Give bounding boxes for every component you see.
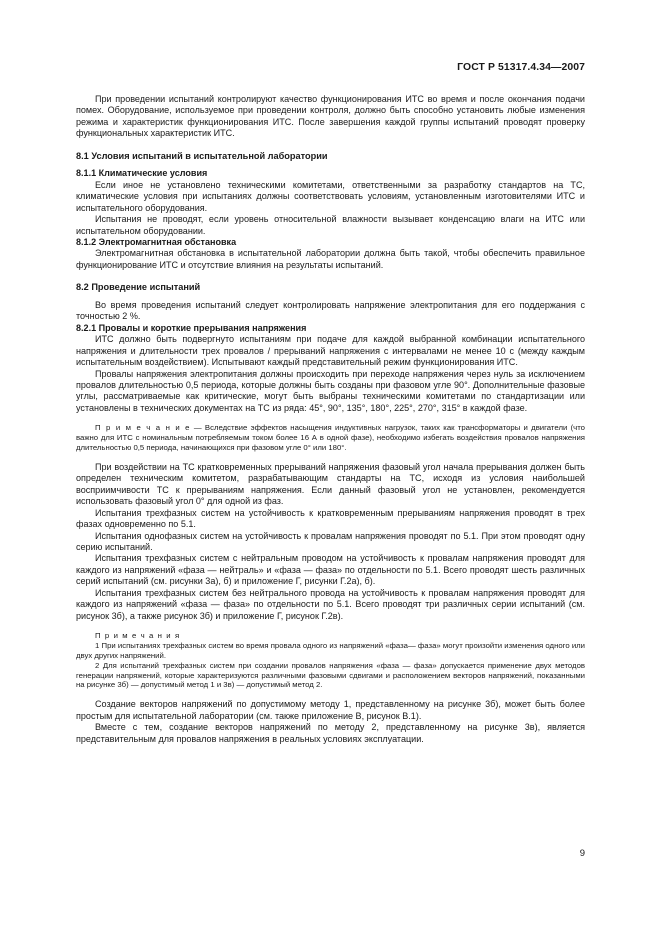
section-8-2-1-paragraph-2: Провалы напряжения электропитания должны происходить при переходе напряжения через нуль за исключением провалов длительностью 0,5 периода, которые должны быть созданы при фазовом угле 90°. Дополнительные фазовые углы, рассматриваемые как критические, могут быть выбраны техническими комитетами по стандартизации или установлены в технических документах на ТС из ряда: 45°, 90°, 135°, 180°, 225°, 270°, 315° в каждой фазе.	[76, 368, 585, 413]
note-block-1	[76, 423, 585, 453]
section-8-2-paragraph-1: Во время проведения испытаний следует контролировать напряжение электропитания для его поддержания с точностью 2 %.	[76, 299, 585, 322]
section-8-1-1-title: 8.1.1 Климатические условия	[76, 168, 208, 179]
note-1-label: П р и м е ч а н и е	[95, 423, 191, 433]
section-8-1-1-paragraph-1: Если иное не установлено техническими комитетами, ответственными за разработку стандартов на ТС, климатические условия при испытаниях должны соответствовать условиям, установленным изготовителями ИТС и испытательного оборудования.	[76, 179, 585, 213]
notes-label: П р и м е ч а н и я	[95, 631, 181, 641]
note-1-text: — Вследствие эффектов насыщения индуктивных нагрузок, таких как трансформаторы и двигатели (что важно для ИТС с номинальным потребляемым током более 16 А в одной фазе), необходимо избегать воздействия провалов напряжения длительностью 0,5 периода, начинающихся при фазовом угле 0° или 180°.	[76, 423, 585, 453]
section-8-1-1-paragraph-2: Испытания не проводят, если уровень относительной влажности вызывает конденсацию влаги на ИТС или испытательном оборудовании.	[76, 214, 585, 236]
section-8-2-1-paragraph-9: Вместе с тем, создание векторов напряжений по методу 2, представленному на рисунке 3в), является представительным для провалов напряжения в реальных условиях эксплуатации.	[76, 722, 585, 744]
section-8-2-1-title: 8.2.1 Провалы и короткие прерывания напряжения	[76, 322, 307, 333]
section-8-2-1-paragraph-6: Испытания трехфазных систем с нейтральным проводом на устойчивость к провалам напряжения проводят для каждого из напряжений «фаза — нейтраль» и «фаза — фаза» по отдельности по 5.1. Всего проводят шесть различных серий испытаний (см. рисунки 3а), б) и приложение Г, рисунки Г.2а), б).	[76, 553, 585, 587]
intro-paragraph: При проведении испытаний контролируют качество функционирования ИТС во время и после окончания подачи помех. Оборудование, используемое при проведении контроля, должно быть способно установить любые изменения режима и характеристик функционирования ИТС. После завершения каждой группы испытаний проводят проверку функциональных характеристик ИТС.	[76, 94, 585, 139]
section-8-2-title: 8.2 Проведение испытаний	[76, 282, 201, 293]
section-8-2-1-paragraph-8: Создание векторов напряжений по допустимому методу 1, представленному на рисунке 3б), может быть более простым для испытательной лаборатории (см. также приложение В, рисунок В.1).	[76, 699, 585, 721]
section-8-2-1-paragraph-3: При воздействии на ТС кратковременных прерываний напряжения фазовый угол начала прерывания должен быть определен техническим комитетом, разрабатывающим стандарты на ТС, исходя из условия наибольшей восприимчивости ТС к прерываниям напряжения. Если данный фазовый угол не установлен, рекомендуется использовать фазовый угол 0° для одной из фаз.	[76, 461, 585, 507]
document-code-header: ГОСТ Р 51317.4.34—2007	[457, 62, 585, 73]
note-2-item-1: 1 При испытаниях трехфазных систем во время провала одного из напряжений «фаза— фаза» могут произойти изменения одного или двух других напряжений.	[76, 641, 585, 660]
section-8-1-title: 8.1 Условия испытаний в испытательной лаборатории	[76, 150, 328, 161]
section-8-1-2-paragraph-1: Электромагнитная обстановка в испытательной лаборатории должна быть такой, чтобы обеспечить правильное функционирование ИТС и отсутствие влияния на результаты испытаний.	[76, 248, 585, 270]
section-8-2-1-paragraph-7: Испытания трехфазных систем без нейтрального провода на устойчивость к провалам напряжения проводят для каждого из напряжений «фаза — фаза» по отдельности по 5.1. Всего проводят три различных серии испытаний (см. рисунок 3б), а также рисунок 3б) и приложение Г, рисунок Г.2в).	[76, 587, 585, 621]
page-content	[76, 94, 585, 745]
section-8-1-2-title: 8.1.2 Электромагнитная обстановка	[76, 236, 237, 247]
page-number: 9	[579, 848, 585, 859]
section-8-2-1-paragraph-1: ИТС должно быть подвергнуто испытаниям при подаче для каждой выбранной комбинации испытательного напряжения и длительности трех провалов / прерываний напряжения с интервалами не менее 10 с (между каждым испытательным воздействием). Испытывают каждый представительный режим функционирования ИТС.	[76, 334, 585, 368]
section-8-2-1-paragraph-5: Испытания однофазных систем на устойчивость к провалам напряжения проводят по 5.1. При этом проводят одну серию испытаний.	[76, 530, 585, 553]
note-1	[76, 423, 585, 453]
note-2-item-2: 2 Для испытаний трехфазных систем при создании провалов напряжения «фаза — фаза» допускается применение двух методов генерации напряжений, которые характеризуются различными фазовыми сдвигами и расположением векторов напряжений, показанными на рисунке 3б) — допустимый метод 1 и 3в) — допустимый метод 2.	[76, 660, 585, 690]
section-8-2-1-paragraph-4: Испытания трехфазных систем на устойчивость к кратковременным прерываниям напряжения проводят в трех фазах одновременно по 5.1.	[76, 507, 585, 530]
note-block-2	[76, 631, 585, 690]
